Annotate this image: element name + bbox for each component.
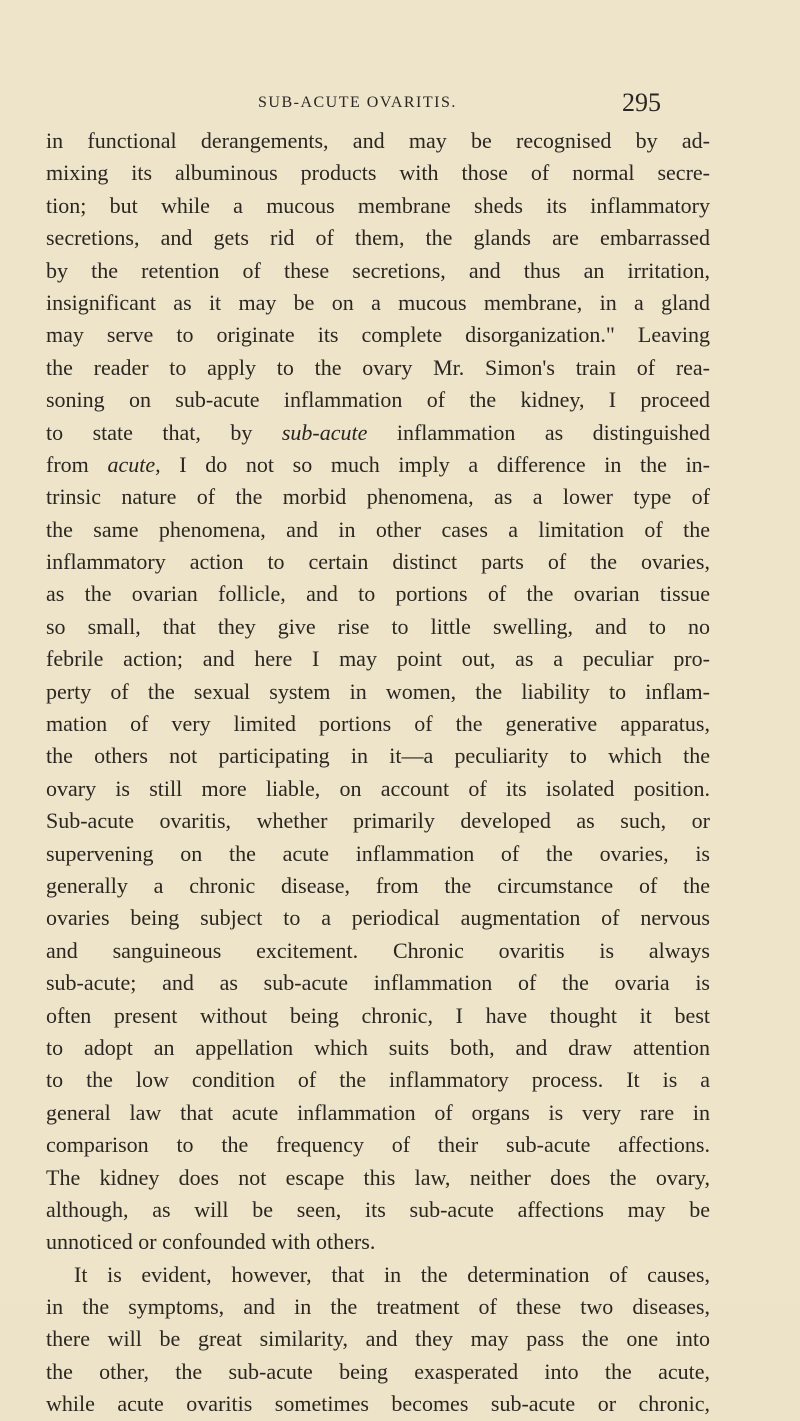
text-line: the reader to apply to the ovary Mr. Simon's train of rea- (46, 354, 710, 380)
text-line: in the symptoms, and in the treatment of these two diseases, (46, 1294, 710, 1320)
text-line: comparison to the frequency of their sub-acute affections. (46, 1132, 710, 1158)
text-line: perty of the sexual system in women, the liability to inflam- (46, 678, 710, 704)
text-line: unnoticed or confounded with others. (46, 1229, 376, 1255)
text-line: insignificant as it may be on a mucous membrane, in a gland (46, 289, 710, 315)
text-segment: to state that, by (46, 419, 253, 445)
text-line: Sub-acute ovaritis, whether primarily developed as such, or (46, 808, 710, 834)
text-line (46, 449, 710, 481)
text-line: often present without being chronic, I have thought it best (46, 1002, 710, 1028)
text-line: there will be great similarity, and they may pass the one into (46, 1326, 710, 1352)
text-line: to the low condition of the inflammatory process. It is a (46, 1067, 710, 1093)
text-line: secretions, and gets rid of them, the glands are embarrassed (46, 225, 710, 251)
text-line: may serve to originate its complete disorganization." Leaving (46, 322, 710, 348)
text-segment: I do not so much imply a difference in the in- (179, 451, 711, 477)
text-line: to adopt an appellation which suits both, and draw attention (46, 1034, 710, 1060)
text-line: the others not participating in it—a peculiarity to which the (46, 743, 710, 769)
text-line: sub-acute; and as sub-acute inflammation of the ovaria is (46, 970, 710, 996)
text-line: supervening on the acute inflammation of the ovaries, is (46, 840, 710, 866)
text-segment: inflammation as distinguished (396, 419, 711, 445)
text-line: inflammatory action to certain distinct parts of the ovaries, (46, 549, 710, 575)
text-line: as the ovarian follicle, and to portions of the ovarian tissue (46, 581, 710, 607)
text-line (46, 417, 710, 449)
text-line: The kidney does not escape this law, neither does the ovary, (46, 1164, 710, 1190)
text-line: the same phenomena, and in other cases a limitation of the (46, 516, 710, 542)
text-line: although, as will be seen, its sub-acute affections may be (46, 1196, 710, 1222)
running-title: SUB-ACUTE OVARITIS. (258, 94, 457, 111)
text-line: so small, that they give rise to little swelling, and to no (46, 613, 710, 639)
text-line: by the retention of these secretions, and thus an irritation, (46, 257, 710, 283)
text-line: ovary is still more liable, on account of its isolated position. (46, 775, 710, 801)
text-line: generally a chronic disease, from the circumstance of the (46, 872, 710, 898)
text-line: mixing its albuminous products with those of normal secre- (46, 160, 710, 186)
text-line: general law that acute inflammation of organs is very rare in (46, 1099, 710, 1125)
text-line: in functional derangements, and may be recognised by ad- (46, 128, 710, 153)
running-head (0, 88, 800, 118)
text-line: trinsic nature of the morbid phenomena, as a lower type of (46, 484, 710, 510)
body-text (46, 125, 710, 1421)
italic-term: acute, (107, 451, 161, 477)
text-line: and sanguineous excitement. Chronic ovaritis is always (46, 937, 710, 963)
text-line: ovaries being subject to a periodical augmentation of nervous (46, 905, 710, 931)
page-number: 295 (622, 88, 661, 117)
text-segment: from (46, 451, 89, 477)
text-line: tion; but while a mucous membrane sheds its inflammatory (46, 192, 710, 218)
italic-term: sub-acute (281, 419, 368, 445)
text-line: while acute ovaritis sometimes becomes sub-acute or chronic, (46, 1391, 710, 1417)
text-line: mation of very limited portions of the generative apparatus, (46, 711, 710, 737)
text-line: It is evident, however, that in the determination of causes, (74, 1261, 710, 1287)
text-line: soning on sub-acute inflammation of the kidney, I proceed (46, 387, 710, 413)
text-line: febrile action; and here I may point out, as a peculiar pro- (46, 646, 710, 672)
text-line: the other, the sub-acute being exasperated into the acute, (46, 1358, 710, 1384)
